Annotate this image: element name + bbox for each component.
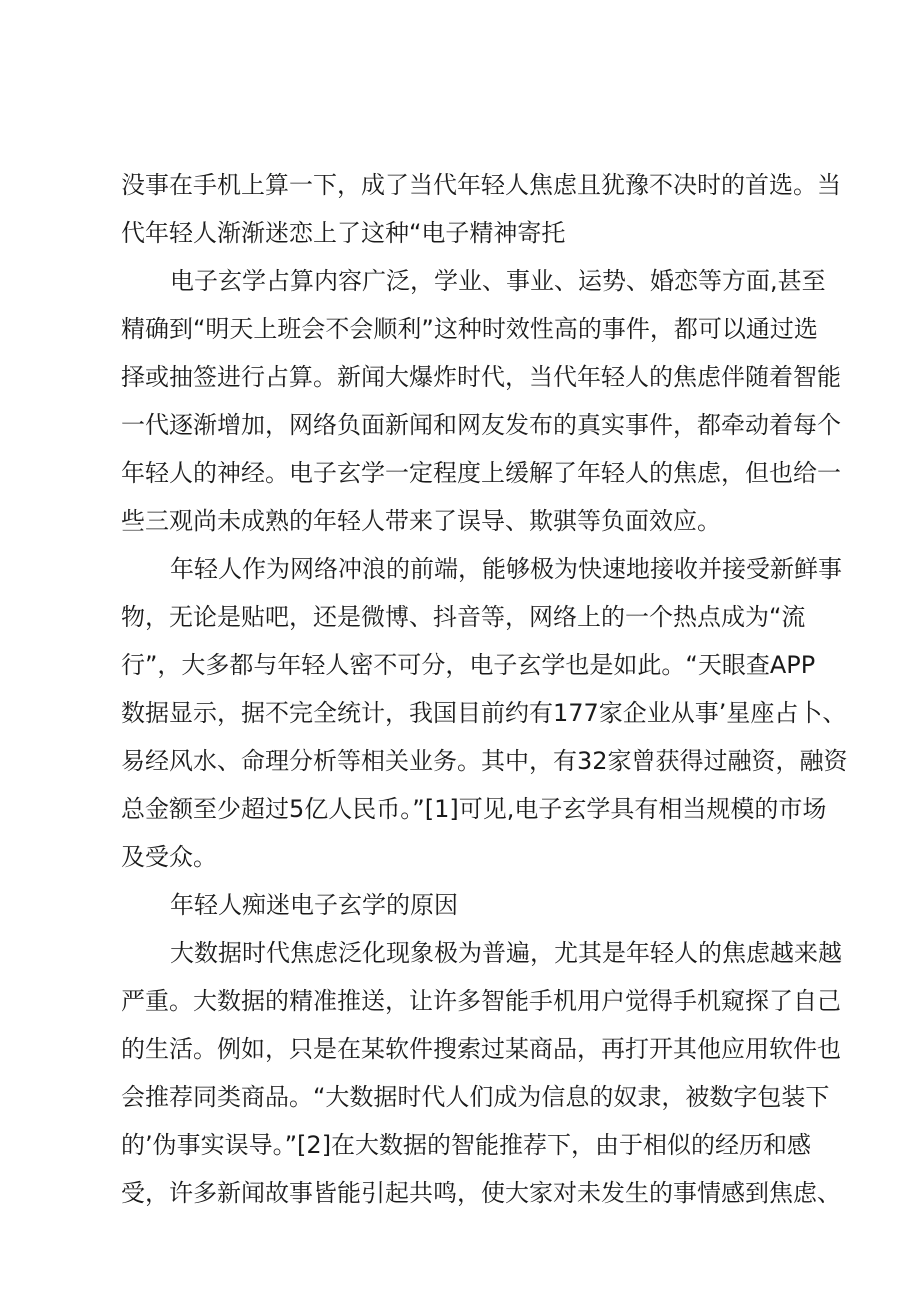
paragraph-3-line-3: 行”，大多都与年轻人密不可分，电子玄学也是如此。“天眼查APP	[121, 651, 816, 679]
section-heading: 年轻人痴迷电子玄学的原因	[170, 891, 458, 919]
paragraph-3-line-4: 数据显示，据不完全统计，我国目前约有177家企业从事’星座占卜、	[121, 699, 847, 727]
paragraph-1-line-2: 代年轻人渐渐迷恋上了这种“电子精神寄托	[121, 219, 566, 247]
paragraph-2-line-1: 电子玄学占算内容广泛，学业、事业、运势、婚恋等方面,甚至	[170, 267, 826, 295]
paragraph-3-line-5: 易经风水、命理分析等相关业务。其中，有32家曾获得过融资，融资	[121, 747, 848, 775]
paragraph-2-line-3: 择或抽签进行占算。新闻大爆炸时代，当代年轻人的焦虑伴随着智能	[121, 363, 841, 391]
paragraph-3-line-6: 总金额至少超过5亿人民币。”[1]可见,电子玄学具有相当规模的市场	[121, 795, 827, 823]
paragraph-2-line-2: 精确到“明天上班会不会顺利”这种时效性高的事件，都可以通过选	[121, 315, 818, 343]
paragraph-3-line-1: 年轻人作为网络冲浪的前端，能够极为快速地接收并接受新鲜事	[170, 555, 842, 583]
paragraph-3-line-7: 及受众。	[121, 843, 217, 871]
paragraph-4-line-4: 会推荐同类商品。“大数据时代人们成为信息的奴隶，被数字包装下	[121, 1083, 830, 1111]
paragraph-2-line-5: 年轻人的神经。电子玄学一定程度上缓解了年轻人的焦虑，但也给一	[121, 459, 841, 487]
paragraph-4-line-3: 的生活。例如，只是在某软件搜索过某商品，再打开其他应用软件也	[121, 1035, 841, 1063]
paragraph-2-line-4: 一代逐渐增加，网络负面新闻和网友发布的真实事件，都牵动着每个	[121, 411, 841, 439]
paragraph-4-line-2: 严重。大数据的精准推送，让许多智能手机用户觉得手机窥探了自己	[121, 987, 841, 1015]
paragraph-2-line-6: 些三观尚未成熟的年轻人带来了误导、欺骐等负面效应。	[121, 507, 721, 535]
paragraph-1-line-1: 没事在手机上算一下，成了当代年轻人焦虑且犹豫不决时的首选。当	[121, 171, 841, 199]
paragraph-4-line-1: 大数据时代焦虑泛化现象极为普遍，尤其是年轻人的焦虑越来越	[170, 939, 842, 967]
paragraph-4-line-5: 的’伪事实误导。”[2]在大数据的智能推荐下，由于相似的经历和感	[121, 1131, 812, 1159]
paragraph-4-line-6: 受，许多新闻故事皆能引起共鸣，使大家对未发生的事情感到焦虑、	[121, 1179, 841, 1207]
paragraph-3-line-2: 物，无论是贴吧，还是微博、抖音等，网络上的一个热点成为“流	[121, 603, 806, 631]
